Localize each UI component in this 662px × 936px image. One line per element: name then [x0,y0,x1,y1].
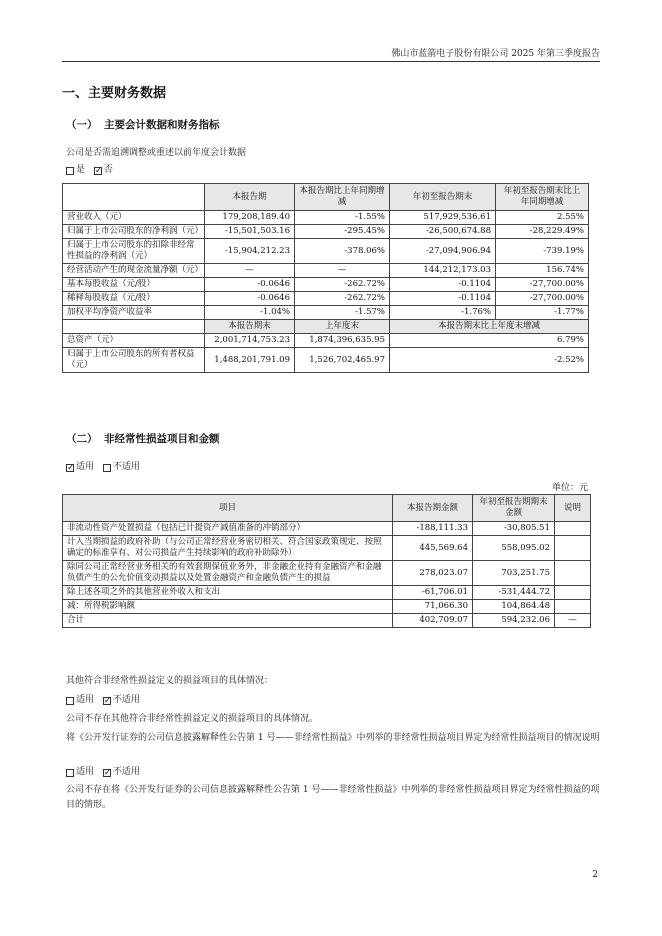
row-label: 加权平均净资产收益率 [63,306,205,320]
cell: -1.57% [295,306,390,320]
cell: — [555,614,591,628]
header-divider [62,61,600,62]
no-reclassification-text: 公司不存在将《公开发行证券的公司信息披露解释性公告第 1 号——非经常性损益》中列举的非经常性损益项目界定为经常性损益的项目的情形。 [66,785,600,810]
table-row [63,239,589,264]
table-row [63,292,589,306]
cell: -27,700.00% [496,292,589,306]
cell: 1,488,201,791.09 [205,348,295,373]
cell: -378.06% [295,239,390,264]
table-row [63,536,591,561]
cell: -1.77% [496,306,589,320]
table-row [63,264,589,278]
table-row [63,334,589,348]
option-applicable-label: 适用 [76,695,95,705]
cell: -2.52% [390,348,589,373]
option-not-applicable[interactable] [103,460,140,475]
cell: 558,095.02 [473,536,555,561]
table1-header-row [63,184,589,211]
checkbox-checked-icon [94,167,102,175]
checkbox-unchecked-icon [66,769,74,777]
cell [555,522,591,536]
option-not-applicable[interactable] [103,765,140,780]
cell: 156.74% [496,264,589,278]
table-row [63,600,591,614]
cell: 104,864.48 [473,600,555,614]
applicable-options-3 [66,765,602,783]
cell: -531,444.72 [473,586,555,600]
cell: 179,208,189.40 [205,211,295,225]
subsection-2-title [66,431,220,446]
cell: 6.79% [390,334,589,348]
cell: — [205,264,295,278]
cell: -27,094,906.94 [390,239,496,264]
cell [555,561,591,586]
no-other-items-text: 公司不存在其他符合非经常性损益定义的损益项目的具体情况。 [66,714,319,724]
option-applicable-label: 适用 [76,767,95,777]
subsection-1-number: （一） [66,119,98,131]
reclassification-intro: 将《公开发行证券的公司信息披露解释性公告第 1 号——非经常性损益》中列举的非经常性损益项目界定为经常性损益项目的情况说明 [66,733,600,743]
table2-header: 本报告期金额 [393,495,473,522]
table-row [63,348,589,373]
row-label: 非流动性资产处置损益（包括已计提资产减值准备的冲销部分） [63,522,393,536]
cell: 1,874,396,635.95 [295,334,390,348]
cell: 144,212,173.03 [390,264,496,278]
non-recurring-table [62,494,591,628]
table1-header2: 本报告期末比上年度末增减 [390,320,589,334]
table1-header-blank [63,184,205,211]
cell: 2.55% [496,211,589,225]
table-row [63,306,589,320]
option-no[interactable] [94,163,113,178]
row-label: 减：所得税影响额 [63,600,393,614]
restate-question: 公司是否需追溯调整或重述以前年度会计数据 [66,148,247,158]
row-label: 归属于上市公司股东的所有者权益（元） [63,348,205,373]
table2-header-row [63,495,591,522]
cell: 703,251.75 [473,561,555,586]
option-not-applicable-label: 不适用 [112,462,140,472]
table2-header: 项目 [63,495,393,522]
cell: -188,111.33 [393,522,473,536]
table-row [63,614,591,628]
cell: -27,700.00% [496,278,589,292]
option-applicable[interactable] [66,765,94,780]
checkbox-unchecked-icon [66,167,74,175]
cell: -15,501,503.16 [205,225,295,239]
table1-header: 本报告期 [205,184,295,211]
cell: 517,929,536.61 [390,211,496,225]
cell: -295.45% [295,225,390,239]
subsection-2-label: 非经常性损益项目和金额 [104,433,220,445]
checkbox-unchecked-icon [103,464,111,472]
applicable-options-1 [66,460,602,478]
table-row [63,561,591,586]
row-label: 计入当期损益的政府补助（与公司正常经营业务密切相关、符合国家政策规定、按照确定的标准享有、对公司损益产生持续影响的政府补助除外） [63,536,393,561]
row-label: 经营活动产生的现金流量净额（元） [63,264,205,278]
table-row [63,211,589,225]
table-row [63,522,591,536]
row-label: 除上述各项之外的其他营业外收入和支出 [63,586,393,600]
option-not-applicable-label: 不适用 [112,767,140,777]
cell: 278,023.07 [393,561,473,586]
unit-label: 单位：元 [551,483,588,493]
option-applicable-label: 适用 [76,462,95,472]
table2-header: 年初至报告期期末金额 [473,495,555,522]
cell: -0.1104 [390,278,496,292]
table-row [63,278,589,292]
cell: -0.0646 [205,292,295,306]
cell: 445,569.64 [393,536,473,561]
option-no-label: 否 [103,165,113,175]
table1-header: 年初至报告期末比上年同期增减 [496,184,589,211]
option-yes[interactable] [66,163,85,178]
table1-header: 年初至报告期末 [390,184,496,211]
table1-header2-blank [63,320,205,334]
cell [555,600,591,614]
checkbox-unchecked-icon [66,697,74,705]
row-label: 基本每股收益（元/股） [63,278,205,292]
cell: 1,526,702,465.97 [295,348,390,373]
cell: -0.0646 [205,278,295,292]
cell: -28,229.49% [496,225,589,239]
option-applicable[interactable] [66,460,94,475]
option-not-applicable-label: 不适用 [112,695,140,705]
subsection-1-label: 主要会计数据和财务指标 [104,119,220,131]
cell [555,536,591,561]
row-label: 归属于上市公司股东的扣除非经常性损益的净利润（元） [63,239,205,264]
cell: 594,232.06 [473,614,555,628]
cell: -1.55% [295,211,390,225]
applicable-options-2 [66,693,602,711]
option-yes-label: 是 [76,165,86,175]
option-applicable[interactable] [66,693,94,708]
row-label: 除同公司正常经营业务相关的有效套期保值业务外，非金融企业持有金融资产和金融负债产生的公允价值变动损益以及处置金融资产和金融负债产生的损益 [63,561,393,586]
checkbox-checked-icon [103,697,111,705]
row-label: 营业收入（元） [63,211,205,225]
row-label: 归属于上市公司股东的净利润（元） [63,225,205,239]
cell: -61,706.01 [393,586,473,600]
option-not-applicable[interactable] [103,693,140,708]
section-title: 一、主要财务数据 [62,86,167,101]
cell [555,586,591,600]
cell: -0.1104 [390,292,496,306]
subsection-2-number: （二） [66,433,98,445]
financial-data-table [62,183,589,373]
checkbox-checked-icon [103,769,111,777]
table1-header: 本报告期比上年同期增减 [295,184,390,211]
table-row [63,225,589,239]
cell: -739.19% [496,239,589,264]
cell: -1.76% [390,306,496,320]
row-label: 稀释每股收益（元/股） [63,292,205,306]
table2-header: 说明 [555,495,591,522]
cell: -262.72% [295,292,390,306]
cell: -26,500,674.88 [390,225,496,239]
cell: 2,001,714,753.23 [205,334,295,348]
cell: 71,066.30 [393,600,473,614]
cell: 402,709.07 [393,614,473,628]
subsection-1-title [66,117,220,132]
report-header-title: 佛山市蓝箭电子股份有限公司 2025 年第三季度报告 [391,49,600,59]
page-number: 2 [592,870,598,880]
other-items-intro: 其他符合非经常性损益定义的损益项目的具体情况： [66,676,274,686]
table1-header2: 上年度末 [295,320,390,334]
cell: -262.72% [295,278,390,292]
cell: -1.04% [205,306,295,320]
cell: -15,904,212.23 [205,239,295,264]
row-label: 总资产（元） [63,334,205,348]
restate-options [66,163,602,181]
checkbox-checked-icon [66,464,74,472]
table1-header2: 本报告期末 [205,320,295,334]
table1-header2-row [63,320,589,334]
cell: -30,805.51 [473,522,555,536]
cell: — [295,264,390,278]
row-label: 合计 [63,614,393,628]
table-row [63,586,591,600]
